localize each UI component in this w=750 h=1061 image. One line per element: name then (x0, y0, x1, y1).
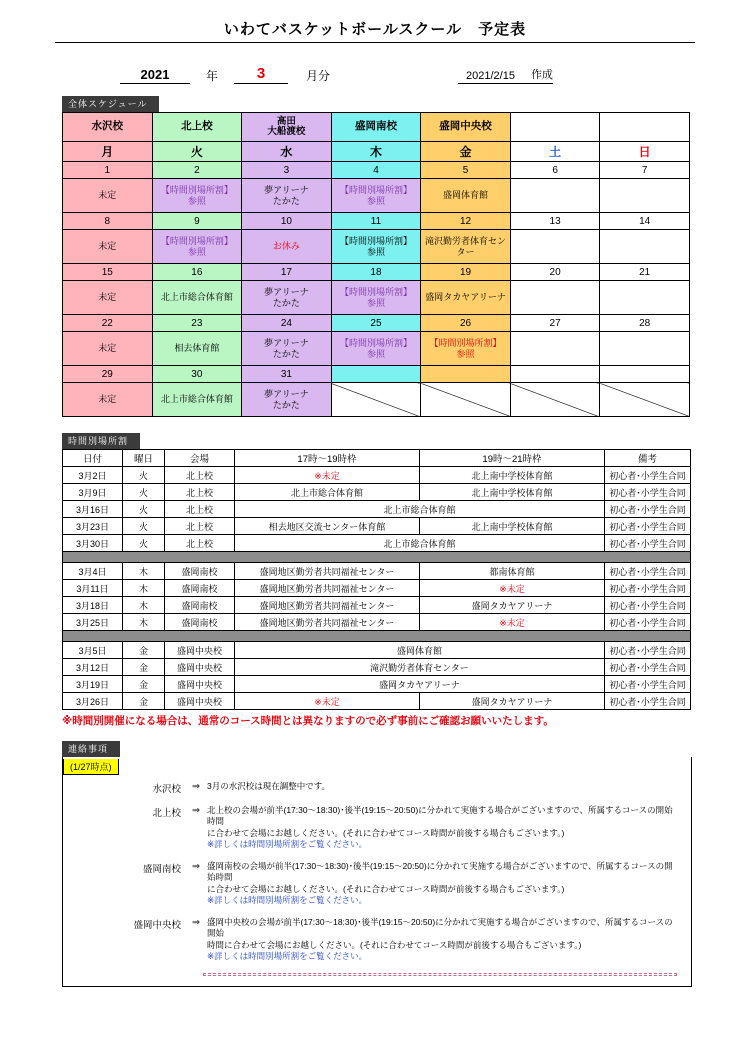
calendar-event-cell[interactable] (510, 332, 600, 366)
calendar-event-cell[interactable]: 相去体育館 (152, 332, 242, 366)
detail-school-cell: 盛岡南校 (165, 597, 235, 614)
calendar-event-cell[interactable]: 夢アリーナ たかた (242, 179, 332, 213)
detail-row (63, 563, 691, 580)
contact-section-header (62, 739, 750, 757)
calendar-date-cell: 29 (63, 366, 153, 383)
detail-slot2-cell: 盛岡タカヤアリーナ (420, 693, 605, 710)
detail-dow-cell: 金 (123, 659, 165, 676)
calendar-school-header: 高田 大船渡校 (242, 113, 332, 142)
detail-header-cell: 日付 (63, 450, 123, 467)
calendar-date-cell: 27 (510, 315, 600, 332)
calendar-dow-cell: 木 (331, 142, 421, 162)
detail-school-cell: 盛岡南校 (165, 614, 235, 631)
detail-group-separator-cell (63, 552, 691, 563)
month-value: 3 (234, 65, 288, 84)
detail-venue-merged-cell: 滝沢勤労者体育センター (235, 659, 605, 676)
calendar-date-row (63, 162, 690, 179)
detail-row (63, 693, 691, 710)
contact-text: 盛岡中央校の会場が前半(17:30～18:30)･後半(19:15～20:50)に分かれて実施する場合がございますので、所属するコースの開始 時間に合わせて会場にお越しください。(それに合わせてコース時間が前後する場合もございます。) ※詳しくは時間別場所割をご覧ください。 (207, 917, 691, 963)
calendar-date-cell: 7 (600, 162, 690, 179)
detail-note-cell: 初心者･小学生合同 (605, 642, 691, 659)
detail-dow-cell: 火 (123, 467, 165, 484)
detail-slot2-cell: 北上南中学校体育館 (420, 484, 605, 501)
detail-date-cell: 3月18日 (63, 597, 123, 614)
calendar-dow-cell: 水 (242, 142, 332, 162)
detail-row (63, 659, 691, 676)
detail-note-cell: 初心者･小学生合同 (605, 467, 691, 484)
detail-date-cell: 3月19日 (63, 676, 123, 693)
calendar-event-cell[interactable]: 【時間別場所割】 参照 (152, 179, 242, 213)
detail-date-cell: 3月23日 (63, 518, 123, 535)
detail-header-cell: 備考 (605, 450, 691, 467)
timeslot-section-header (62, 431, 750, 449)
detail-dow-cell: 金 (123, 642, 165, 659)
detail-school-cell: 盛岡中央校 (165, 676, 235, 693)
calendar-date-cell: 12 (421, 213, 511, 230)
detail-slot2-cell: ※未定 (420, 580, 605, 597)
calendar-date-cell: 25 (331, 315, 421, 332)
detail-dow-cell: 木 (123, 563, 165, 580)
overall-section-header (62, 94, 750, 112)
detail-footnote: ※時間別開催になる場合は、通常のコース時間とは異なりますので必ず事前にご確認お願いいたします。 (62, 715, 554, 727)
detail-row (63, 535, 691, 552)
calendar-date-cell: 22 (63, 315, 153, 332)
detail-header-row (63, 450, 691, 467)
calendar-date-cell: 30 (152, 366, 242, 383)
created-date: 2021/2/15 (458, 70, 523, 84)
detail-venue-merged-cell: 北上市総合体育館 (235, 501, 605, 518)
calendar-event-cell[interactable] (600, 383, 690, 417)
detail-table (62, 449, 691, 710)
detail-slot1-cell: 盛岡地区勤労者共同福祉センター (235, 580, 420, 597)
contact-item (63, 781, 691, 795)
detail-slot2-cell: 都南体育館 (420, 563, 605, 580)
detail-slot1-cell: ※未定 (235, 467, 420, 484)
detail-note-cell: 初心者･小学生合同 (605, 518, 691, 535)
month-label: 月分 (305, 69, 330, 83)
detail-date-cell: 3月25日 (63, 614, 123, 631)
calendar-event-cell[interactable] (600, 230, 690, 264)
calendar-date-row (63, 213, 690, 230)
calendar-dow-cell: 月 (63, 142, 153, 162)
calendar-content-row (63, 332, 690, 366)
calendar-school-header (510, 113, 600, 142)
detail-venue-merged-cell: 北上市総合体育館 (235, 535, 605, 552)
detail-date-cell: 3月26日 (63, 693, 123, 710)
calendar-date-cell: 1 (63, 162, 153, 179)
detail-note-cell: 初心者･小学生合同 (605, 597, 691, 614)
calendar-dow-cell: 土 (510, 142, 600, 162)
detail-group-separator (63, 631, 691, 642)
calendar-event-cell[interactable] (510, 281, 600, 315)
calendar-event-cell[interactable]: 【時間別場所割】 参照 (152, 230, 242, 264)
detail-slot1-cell: 盛岡地区勤労者共同福祉センター (235, 614, 420, 631)
arrow-icon: ⇒ (192, 916, 200, 928)
detail-note-cell: 初心者･小学生合同 (605, 676, 691, 693)
calendar-date-cell: 11 (331, 213, 421, 230)
detail-slot2-cell: 盛岡タカヤアリーナ (420, 597, 605, 614)
detail-slot2-cell: ※未定 (420, 614, 605, 631)
calendar-school-header: 北上校 (152, 113, 242, 142)
contact-text-highlight: ※詳しくは時間別場所割をご覧ください。 (207, 839, 368, 850)
contact-text-highlight: ※詳しくは時間別場所割をご覧ください。 (207, 951, 368, 962)
detail-date-cell: 3月11日 (63, 580, 123, 597)
calendar-school-header: 盛岡中央校 (421, 113, 511, 142)
detail-school-cell: 盛岡中央校 (165, 693, 235, 710)
detail-date-cell: 3月9日 (63, 484, 123, 501)
detail-note-cell: 初心者･小学生合同 (605, 614, 691, 631)
calendar-table (62, 112, 690, 417)
calendar-dow-cell: 金 (421, 142, 511, 162)
calendar-date-cell: 5 (421, 162, 511, 179)
calendar-date-cell (600, 366, 690, 383)
calendar-event-cell[interactable] (510, 383, 600, 417)
arrow-icon: ⇒ (192, 781, 200, 792)
calendar-event-cell[interactable] (510, 179, 600, 213)
detail-row (63, 676, 691, 693)
contact-divider (203, 973, 677, 976)
detail-group-separator (63, 552, 691, 563)
detail-dow-cell: 火 (123, 501, 165, 518)
title-underline (55, 42, 695, 43)
calendar-date-cell: 15 (63, 264, 153, 281)
contact-text: 3月の水沢校は現在調整中です。 (207, 781, 331, 791)
year-label: 年 (205, 69, 218, 83)
detail-dow-cell: 火 (123, 535, 165, 552)
calendar-event-cell[interactable]: 【時間別場所割】 参照 (331, 179, 421, 213)
calendar-date-cell: 8 (63, 213, 153, 230)
contact-item (63, 917, 691, 963)
detail-venue-merged-cell: 盛岡タカヤアリーナ (235, 676, 605, 693)
detail-slot1-cell: ※未定 (235, 693, 420, 710)
calendar-date-cell: 4 (331, 162, 421, 179)
calendar-event-cell[interactable]: 【時間別場所割】 参照 (331, 230, 421, 264)
detail-row (63, 614, 691, 631)
calendar-date-cell: 19 (421, 264, 511, 281)
detail-school-cell: 北上校 (165, 518, 235, 535)
detail-slot1-cell: 相去地区交流センター体育館 (235, 518, 420, 535)
calendar-content-row (63, 230, 690, 264)
detail-slot1-cell: 盛岡地区勤労者共同福祉センター (235, 563, 420, 580)
detail-date-cell: 3月2日 (63, 467, 123, 484)
detail-dow-cell: 金 (123, 693, 165, 710)
detail-slot2-cell: 北上南中学校体育館 (420, 467, 605, 484)
calendar-date-cell: 21 (600, 264, 690, 281)
detail-header-cell: 会場 (165, 450, 235, 467)
detail-school-cell: 盛岡中央校 (165, 642, 235, 659)
calendar-event-cell[interactable]: 未定 (63, 281, 153, 315)
calendar-event-cell[interactable]: 【時間別場所割】 参照 (421, 332, 511, 366)
calendar-date-cell: 28 (600, 315, 690, 332)
calendar-dow-row (63, 142, 690, 162)
calendar-event-cell[interactable]: 夢アリーナ たかた (242, 383, 332, 417)
detail-note-cell: 初心者･小学生合同 (605, 659, 691, 676)
calendar-event-cell[interactable]: 盛岡体育館 (421, 179, 511, 213)
calendar-event-cell[interactable]: 滝沢勤労者体育セン ター (421, 230, 511, 264)
calendar-date-cell (331, 366, 421, 383)
calendar-event-cell[interactable]: 未定 (63, 383, 153, 417)
created-label: 作成 (523, 66, 553, 84)
calendar-event-cell[interactable]: 夢アリーナ たかた (242, 281, 332, 315)
contact-item (63, 805, 691, 851)
detail-row (63, 597, 691, 614)
calendar-date-cell: 23 (152, 315, 242, 332)
detail-venue-merged-cell: 盛岡体育館 (235, 642, 605, 659)
calendar-content-row (63, 281, 690, 315)
calendar-date-cell: 31 (242, 366, 332, 383)
detail-dow-cell: 木 (123, 614, 165, 631)
calendar-event-cell[interactable] (600, 179, 690, 213)
detail-dow-cell: 木 (123, 597, 165, 614)
calendar-content-row (63, 179, 690, 213)
detail-header-cell: 曜日 (123, 450, 165, 467)
calendar-school-row (63, 113, 690, 142)
calendar-event-cell[interactable]: 盛岡タカヤアリーナ (421, 281, 511, 315)
calendar-event-cell[interactable]: 未定 (63, 230, 153, 264)
calendar-school-header: 盛岡南校 (331, 113, 421, 142)
detail-school-cell: 盛岡中央校 (165, 659, 235, 676)
calendar-date-cell: 10 (242, 213, 332, 230)
calendar-date-cell (421, 366, 511, 383)
calendar-dow-cell: 火 (152, 142, 242, 162)
contact-text: 北上校の会場が前半(17:30～18:30)･後半(19:15～20:50)に分かれて実施する場合がございますので、所属するコースの開始時間 に合わせて会場にお越しください。(それに合わせてコース時間が前後する場合もございます。) ※詳しくは時間別場所割をご覧ください。 (207, 805, 691, 851)
calendar-date-row (63, 315, 690, 332)
calendar-date-cell: 3 (242, 162, 332, 179)
detail-school-cell: 盛岡南校 (165, 563, 235, 580)
calendar-date-cell: 6 (510, 162, 600, 179)
calendar-date-cell (510, 366, 600, 383)
calendar-event-cell[interactable]: 夢アリーナ たかた (242, 332, 332, 366)
calendar-event-cell[interactable]: 【時間別場所割】 参照 (331, 332, 421, 366)
detail-dow-cell: 木 (123, 580, 165, 597)
calendar-content-row (63, 383, 690, 417)
detail-date-cell: 3月12日 (63, 659, 123, 676)
detail-note-cell: 初心者･小学生合同 (605, 563, 691, 580)
arrow-icon: ⇒ (192, 860, 200, 872)
calendar-event-cell[interactable]: 【時間別場所割】 参照 (331, 281, 421, 315)
calendar-dow-cell: 日 (600, 142, 690, 162)
detail-row (63, 501, 691, 518)
detail-school-cell: 北上校 (165, 535, 235, 552)
calendar-date-cell: 18 (331, 264, 421, 281)
detail-school-cell: 北上校 (165, 484, 235, 501)
detail-row (63, 467, 691, 484)
detail-note-cell: 初心者･小学生合同 (605, 501, 691, 518)
calendar-school-header: 水沢校 (63, 113, 153, 142)
detail-school-cell: 盛岡南校 (165, 580, 235, 597)
calendar-date-cell: 26 (421, 315, 511, 332)
calendar-event-cell[interactable]: 北上市総合体育館 (152, 383, 242, 417)
calendar-date-cell: 2 (152, 162, 242, 179)
contact-school-label: 水沢校 (152, 784, 181, 795)
contact-section-tag: 連絡事項 (62, 741, 120, 757)
detail-date-cell: 3月16日 (63, 501, 123, 518)
calendar-event-cell[interactable] (331, 383, 421, 417)
calendar-event-cell[interactable]: 未定 (63, 332, 153, 366)
calendar-date-row (63, 264, 690, 281)
calendar-event-cell[interactable]: お休み (242, 230, 332, 264)
calendar-date-cell: 13 (510, 213, 600, 230)
timeslot-section-tag: 時間別場所割 (62, 433, 140, 449)
calendar-date-cell: 24 (242, 315, 332, 332)
calendar-event-cell[interactable] (600, 332, 690, 366)
contact-school-label: 北上校 (152, 808, 181, 819)
calendar-event-cell[interactable] (600, 281, 690, 315)
contact-text: 盛岡南校の会場が前半(17:30～18:30)･後半(19:15～20:50)に分かれて実施する場合がございますので、所属するコースの開始時間 に合わせて会場にお越しください。(それに合わせてコース時間が前後する場合もございます。) ※詳しくは時間別場所割をご覧ください。 (207, 861, 691, 907)
detail-group-separator-cell (63, 631, 691, 642)
detail-row (63, 642, 691, 659)
detail-header-cell: 17時～19時枠 (235, 450, 420, 467)
contact-timestamp: (1/27時点) (63, 759, 119, 775)
detail-date-cell: 3月30日 (63, 535, 123, 552)
detail-school-cell: 北上校 (165, 501, 235, 518)
detail-slot1-cell: 盛岡地区勤労者共同福祉センター (235, 597, 420, 614)
detail-slot2-cell: 北上南中学校体育館 (420, 518, 605, 535)
detail-dow-cell: 火 (123, 484, 165, 501)
detail-note-cell: 初心者･小学生合同 (605, 580, 691, 597)
detail-header-cell: 19時～21時枠 (420, 450, 605, 467)
overall-section-tag: 全体スケジュール (62, 96, 159, 112)
calendar-event-cell[interactable] (510, 230, 600, 264)
detail-date-cell: 3月5日 (63, 642, 123, 659)
contact-school-label: 盛岡南校 (142, 863, 181, 875)
calendar-date-cell: 9 (152, 213, 242, 230)
calendar-date-cell: 20 (510, 264, 600, 281)
arrow-icon: ⇒ (192, 805, 200, 816)
detail-note-cell: 初心者･小学生合同 (605, 693, 691, 710)
contact-item (63, 861, 691, 907)
calendar-date-cell: 16 (152, 264, 242, 281)
contact-text-highlight: ※詳しくは時間別場所割をご覧ください。 (207, 895, 368, 906)
detail-row (63, 518, 691, 535)
contact-box (62, 757, 692, 987)
detail-dow-cell: 金 (123, 676, 165, 693)
calendar-date-cell: 14 (600, 213, 690, 230)
year-value: 2021 (120, 67, 190, 84)
calendar-event-cell[interactable]: 未定 (63, 179, 153, 213)
detail-dow-cell: 火 (123, 518, 165, 535)
calendar-school-header (600, 113, 690, 142)
date-line (0, 65, 750, 84)
detail-school-cell: 北上校 (165, 467, 235, 484)
calendar-date-row (63, 366, 690, 383)
detail-row (63, 580, 691, 597)
detail-date-cell: 3月4日 (63, 563, 123, 580)
contact-school-label: 盛岡中央校 (133, 919, 181, 931)
detail-note-cell: 初心者･小学生合同 (605, 535, 691, 552)
detail-note-cell: 初心者･小学生合同 (605, 484, 691, 501)
calendar-event-cell[interactable] (421, 383, 511, 417)
page-title: いわてバスケットボールスクール 予定表 (223, 21, 527, 38)
detail-row (63, 484, 691, 501)
calendar-date-cell: 17 (242, 264, 332, 281)
detail-slot1-cell: 北上市総合体育館 (235, 484, 420, 501)
calendar-event-cell[interactable]: 北上市総合体育館 (152, 281, 242, 315)
